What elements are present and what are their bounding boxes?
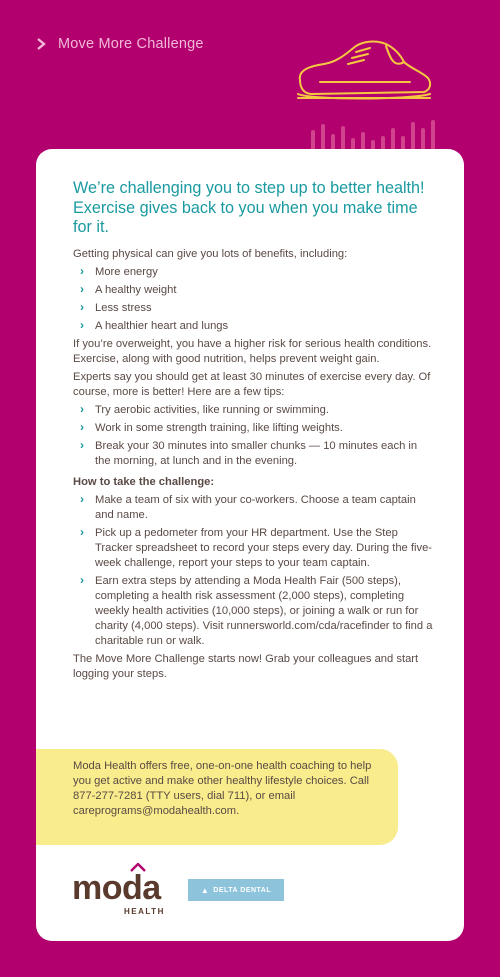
- list-item: › Try aerobic activities, like running or swimming.: [73, 403, 433, 418]
- steps-list: [73, 493, 433, 649]
- list-item: › More energy: [73, 265, 433, 280]
- moda-wordmark: moda: [72, 869, 161, 907]
- list-item: › Work in some strength training, like lifting weights.: [73, 421, 433, 436]
- list-item: › A healthy weight: [73, 283, 433, 298]
- header-title: Move More Challenge: [58, 36, 204, 52]
- intro-text: Getting physical can give you lots of benefits, including:: [73, 247, 348, 260]
- content-card: [36, 149, 464, 941]
- roof-icon: [130, 863, 146, 872]
- section-header: [34, 36, 204, 52]
- benefits-list: [73, 265, 433, 334]
- overweight-text: If you’re overweight, you have a higher risk for serious health conditions. Exercise, along with good nutrition, helps prevent weight gain.: [73, 337, 432, 365]
- delta-dental-logo: [188, 879, 284, 901]
- list-item: › Make a team of six with your co-workers. Choose a team captain and name.: [73, 493, 433, 523]
- article-body: [73, 179, 433, 685]
- closing-text: The Move More Challenge starts now! Grab your colleagues and start logging your steps.: [73, 652, 419, 680]
- list-item: › Less stress: [73, 301, 433, 316]
- moda-logo: [72, 869, 165, 916]
- delta-triangle-icon: ▲: [200, 885, 210, 895]
- callout-text: Moda Health offers free, one-on-one health coaching to help you get active and make other healthy lifestyle choices. Call 877-277-7281 (TTY users, dial 711), or email careprograms@modahealth.com.: [73, 760, 372, 817]
- list-item: › Pick up a pedometer from your HR department. Use the Step Tracker spreadsheet to record your steps every day. During the five-week challenge, report your steps to your team captain.: [73, 526, 433, 571]
- callout-box: [36, 749, 398, 845]
- experts-text: Experts say you should get at least 30 minutes of exercise every day. Of course, more is better! Here are a few tips:: [73, 370, 431, 398]
- how-heading: How to take the challenge:: [73, 475, 215, 488]
- delta-wordmark: DELTA DENTAL: [213, 886, 272, 894]
- headline: We’re challenging you to step up to better health! Exercise gives back to you when you make time for it.: [73, 179, 425, 236]
- chevron-right-icon: [34, 37, 48, 51]
- sneaker-icon: [290, 38, 440, 108]
- list-item: › A healthier heart and lungs: [73, 319, 433, 334]
- list-item: › Earn extra steps by attending a Moda Health Fair (500 steps), completing a health risk assessment (2,000 steps), completing weekly health activities (10,000 steps), or joining a walk or run for charity (4,000 steps). Visit runnersworld.com/cda/racefinder to find a charitable run or walk.: [73, 574, 433, 649]
- list-item: › Break your 30 minutes into smaller chunks — 10 minutes each in the morning, at lunch and in the evening.: [73, 439, 433, 469]
- moda-subtitle: HEALTH: [124, 907, 165, 916]
- tips-list: [73, 403, 433, 469]
